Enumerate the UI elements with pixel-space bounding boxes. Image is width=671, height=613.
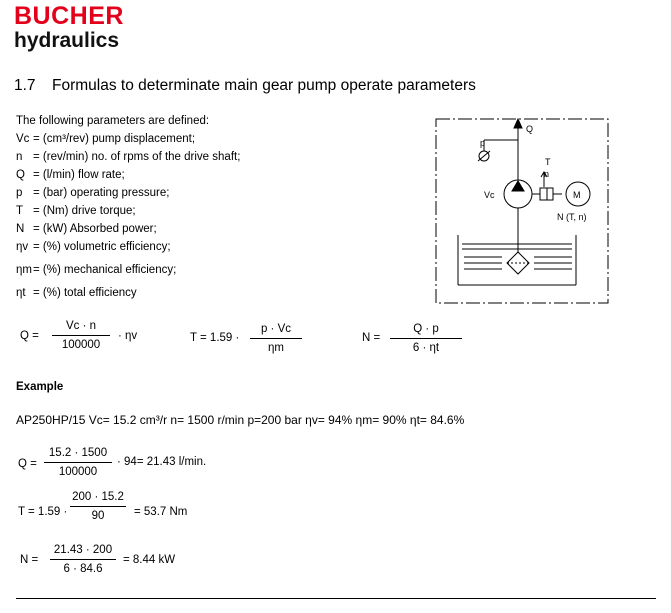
example-q-denominator: 100000	[58, 466, 98, 478]
definition-text: = (%) volumetric efficiency;	[33, 241, 171, 253]
definition-item	[16, 205, 136, 217]
diagram-label-n: n	[544, 169, 550, 179]
example-n-denominator: 6 · 84.6	[63, 563, 103, 575]
formula-n-fraction	[390, 323, 462, 354]
example-q-lhs: Q =	[18, 458, 37, 470]
definition-item	[16, 151, 240, 163]
definition-item	[16, 187, 169, 199]
definition-item	[16, 169, 125, 181]
formula-q-lhs: Q =	[20, 330, 39, 342]
flow-arrow-icon	[514, 119, 522, 128]
formula-t-fraction	[250, 323, 302, 354]
diagram-label-m: M	[573, 190, 581, 200]
formula-q-fraction	[52, 320, 110, 351]
example-n-result: = 8.44 kW	[123, 554, 176, 566]
definition-item	[16, 223, 157, 235]
definition-symbol: Q	[16, 169, 25, 181]
definition-symbol: ηm	[16, 264, 32, 276]
brand-logo-hydraulics: hydraulics	[14, 29, 120, 52]
formula-t-numerator: p · Vc	[250, 323, 302, 339]
diagram-label-q: Q	[526, 124, 534, 134]
section-number: 1.7	[14, 77, 36, 94]
intro-text: The following parameters are defined:	[16, 115, 210, 127]
example-q-fraction	[44, 447, 112, 478]
formula-n-numerator: Q · p	[390, 323, 462, 339]
formula-q-tail: · ηv	[118, 330, 138, 342]
definition-text: = (Nm) drive torque;	[33, 205, 136, 217]
example-n-fraction	[50, 544, 116, 575]
formula-q-denominator: 100000	[61, 339, 101, 351]
example-t-fraction	[70, 491, 126, 522]
example-n-lhs: N =	[20, 554, 39, 566]
example-n-numerator: 21.43 · 200	[50, 544, 116, 560]
formula-t-lhs: T = 1.59 ·	[190, 332, 240, 344]
example-q-numerator: 15.2 · 1500	[44, 447, 112, 463]
definition-symbol: ηv	[16, 241, 29, 253]
coupling-icon	[540, 188, 547, 200]
definition-text: = (rev/min) no. of rpms of the drive shaft;	[33, 151, 241, 163]
example-t-lhs: T = 1.59 ·	[18, 506, 68, 518]
definition-item	[16, 287, 137, 299]
definition-symbol: Vc	[16, 133, 30, 145]
definition-text: = (%) mechanical efficiency;	[33, 264, 177, 276]
definition-symbol: N	[16, 223, 25, 235]
filter-icon	[507, 252, 529, 274]
brand-logo-bucher: BUCHER	[14, 2, 124, 30]
formula-q-numerator: Vc · n	[52, 320, 110, 336]
example-t-numerator: 200 · 15.2	[70, 491, 126, 507]
definition-item	[16, 241, 171, 253]
definition-text: = (l/min) flow rate;	[33, 169, 125, 181]
definition-symbol: p	[16, 187, 23, 199]
hydraulic-circuit-diagram	[432, 113, 612, 309]
definition-symbol: T	[16, 205, 24, 217]
formula-t-denominator: ηm	[268, 342, 284, 354]
diagram-label-t: T	[545, 157, 551, 167]
formula-n-denominator: 6 · ηt	[412, 342, 440, 354]
diagram-label-ntn: N (T, n)	[557, 212, 587, 222]
example-t-result: = 53.7 Nm	[134, 506, 188, 518]
definition-text: = (bar) operating pressure;	[33, 187, 170, 199]
section-heading	[14, 77, 476, 95]
definition-text: = (cm³/rev) pump displacement;	[33, 133, 196, 145]
definition-item	[16, 133, 195, 145]
formula-n-lhs: N =	[362, 332, 381, 344]
section-title: Formulas to determinate main gear pump operate parameters	[52, 77, 476, 94]
definition-text: = (%) total efficiency	[33, 287, 137, 299]
definition-symbol: n	[16, 151, 23, 163]
diagram-label-p: p	[480, 138, 486, 148]
diagram-label-vc: Vc	[484, 190, 495, 200]
example-t-denominator: 90	[91, 510, 105, 522]
footer-divider	[16, 598, 656, 599]
diagram-frame	[436, 119, 608, 303]
definition-text: = (kW) Absorbed power;	[33, 223, 157, 235]
definition-symbol: ηt	[16, 287, 26, 299]
example-title: Example	[16, 381, 64, 393]
definition-item	[16, 264, 176, 276]
example-q-result: · 94= 21.43 l/min.	[117, 456, 207, 468]
example-spec: AP250HP/15 Vc= 15.2 cm³/r n= 1500 r/min p=200 bar ηv= 94% ηm= 90% ηt= 84.6%	[16, 413, 465, 427]
